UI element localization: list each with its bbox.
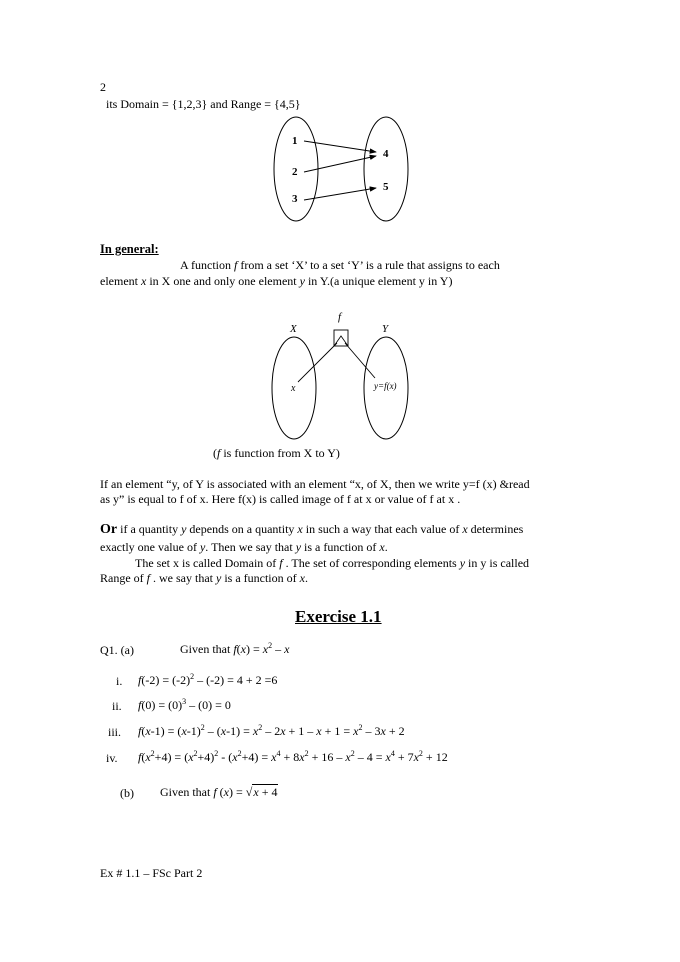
or-text: if a quantity xyxy=(117,522,182,536)
or-text: . we say that xyxy=(150,571,216,585)
caption-f: f xyxy=(217,446,221,460)
general-var: x xyxy=(140,274,147,288)
or-text: determines xyxy=(467,522,524,536)
or-text: . xyxy=(304,571,308,585)
or-text: . xyxy=(384,540,388,554)
function-diagram-caption xyxy=(213,446,340,461)
range-set-ellipse xyxy=(364,117,408,221)
arrow-1-to-4 xyxy=(304,141,376,152)
or-text: . Then we say that xyxy=(205,540,296,554)
or-text: Range of xyxy=(100,571,147,585)
arrow-3-to-5 xyxy=(304,188,376,200)
mapping-diagram xyxy=(260,112,420,227)
q1b-label: (b) xyxy=(120,786,134,800)
page-footer: Ex # 1.1 – FSc Part 2 xyxy=(100,866,203,880)
general-var: y xyxy=(299,274,305,288)
or-text: exactly one value of xyxy=(100,540,200,554)
general-text: in Y.(a unique element y in Y) xyxy=(304,274,453,288)
item-iv-roman: iv. xyxy=(106,751,118,765)
q1b-given-text: Given that xyxy=(160,785,214,799)
set-x-label: X xyxy=(290,323,297,335)
mapping-line-y xyxy=(345,343,375,378)
or-var: x xyxy=(462,522,468,536)
image-paragraph-line-1: If an element “y, of Y is associated with an element “x, of X, then we write y=f (x) &read xyxy=(100,477,530,491)
element-y-fx: y=f(x) xyxy=(374,381,397,391)
set-y-label: Y xyxy=(382,323,389,335)
or-var: f xyxy=(279,556,283,570)
or-paragraph-line-1 xyxy=(100,522,523,538)
in-general-heading: In general: xyxy=(100,242,159,256)
or-text: The set x is called Domain of xyxy=(135,556,280,570)
item-ii-roman: ii. xyxy=(112,699,122,713)
caption-text: is function from X to Y) xyxy=(220,446,340,460)
item-ii-equation: $f(0) = (0)^3 - (0) = 0$ xyxy=(138,697,231,712)
or-var: f xyxy=(146,571,150,585)
q1a-label: Q1. (a) xyxy=(100,643,134,657)
or-text: is a function of xyxy=(301,540,380,554)
q1b-given: Given that f (x) = √x + 4 xyxy=(160,785,278,799)
or-text: in such a way that each value of xyxy=(302,522,463,536)
caption-open: ( xyxy=(213,446,217,460)
mapping-line-x xyxy=(298,343,337,382)
item-iv-equation: $f(x^2+4) = (x^2+4)^2 - (x^2+4) = x^4 + 8x^2 + 16 - x^2 - 4 = x^4 + 7x^2 + 12$ xyxy=(138,749,448,764)
or-paragraph-line-3 xyxy=(135,556,529,571)
or-var: y xyxy=(199,540,206,554)
or-text: is a function of xyxy=(221,571,300,585)
domain-range-line: its Domain = {1,2,3} and Range = {4,5} xyxy=(106,97,301,111)
or-text: in y is called xyxy=(465,556,530,570)
item-i-roman: i. xyxy=(116,674,123,688)
or-text: . The set of corresponding elements xyxy=(282,556,460,570)
image-paragraph-line-2: as y” is equal to f of x. Here f(x) is called image of f at x or value of f at x . xyxy=(100,492,461,506)
element-x: x xyxy=(291,383,296,394)
or-var: x xyxy=(379,540,385,554)
q1a-given-text: Given that xyxy=(180,642,234,656)
or-var: x xyxy=(297,522,303,536)
function-diagram xyxy=(265,308,420,443)
general-text: A function xyxy=(180,258,234,272)
general-var: f xyxy=(234,258,238,272)
or-var: y xyxy=(295,540,302,554)
range-element-4: 4 xyxy=(383,148,389,160)
or-paragraph-line-2 xyxy=(100,540,388,555)
or-text: depends on a quantity xyxy=(186,522,298,536)
domain-element-1: 1 xyxy=(292,135,298,147)
or-var: y xyxy=(215,571,222,585)
page-number: 2 xyxy=(100,80,106,94)
exercise-title: Exercise 1.1 xyxy=(295,607,382,626)
or-var: y xyxy=(459,556,466,570)
item-iii-equation: $f(x-1) = (x-1)^2 - (x-1) = x^2 - 2x + 1 - x + 1 = x^2 - 3x + 2$ xyxy=(138,723,405,738)
domain-element-3: 3 xyxy=(292,193,298,205)
general-line-1 xyxy=(180,258,500,273)
item-iii-roman: iii. xyxy=(108,725,122,739)
general-line-2 xyxy=(100,274,452,289)
or-word: Or xyxy=(100,522,118,537)
general-text: element xyxy=(100,274,141,288)
range-element-5: 5 xyxy=(383,181,389,193)
general-text: from a set ‘X’ to a set ‘Y’ is a rule that assigns to each xyxy=(237,258,500,272)
or-var: y xyxy=(181,522,187,536)
or-var: x xyxy=(299,571,305,585)
or-paragraph-line-4 xyxy=(100,571,308,586)
general-text: in X one and only one element xyxy=(146,274,300,288)
domain-element-2: 2 xyxy=(292,166,298,178)
arrow-2-to-4 xyxy=(304,156,376,172)
item-i-equation: $f(-2) = (-2)^2 - (-2) = 4 + 2 =6$ xyxy=(138,672,278,687)
function-f-label: f xyxy=(338,311,342,323)
q1a-given: Given that $f(x) = x^2 - x$ xyxy=(180,641,290,656)
